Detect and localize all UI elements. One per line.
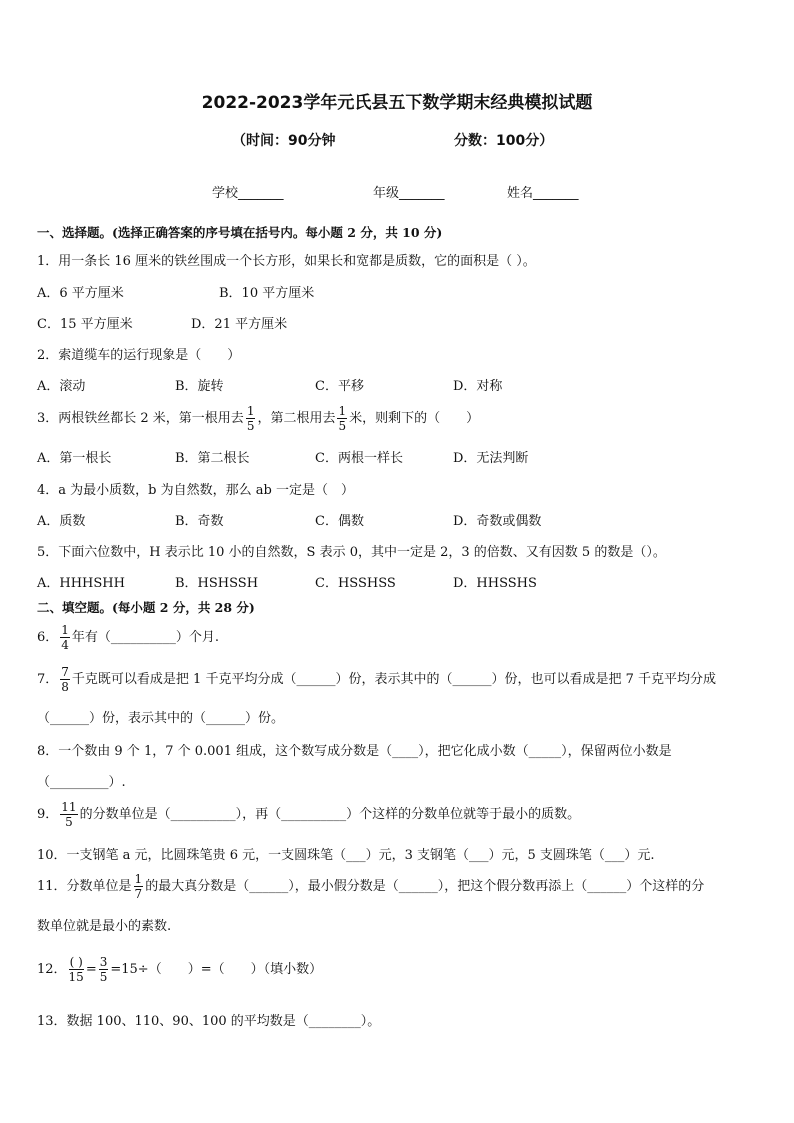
exam-time: （时间：90分钟 [232,133,336,149]
q3-text-2: ，第二根用去 [257,411,336,426]
q1-option-c: C．15 平方厘米 [37,317,133,332]
q6-fraction-numerator: 1 [61,623,69,637]
q7-line2: （______）份，表示其中的（______）份。 [37,711,285,726]
q3-fraction-1-denominator: 5 [246,419,255,433]
q12-fraction-1-denominator: 15 [68,970,84,984]
q4-option-d: D．奇数或偶数 [453,514,542,529]
q3-fraction-2 [337,405,347,432]
q3-option-a: A．第一根长 [37,451,112,466]
q3-text-1: 3．两根铁丝都长 2 米，第一根用去 [37,411,244,426]
q1-stem: 1．用一条长 16 厘米的铁丝围成一个长方形，如果长和宽都是质数，它的面积是（ ）。 [37,254,536,269]
q12-text: =15÷（ ）=（ ）（填小数） [110,962,323,977]
q3-fraction-1-numerator: 1 [246,404,255,418]
grade-field: 年级_______ [373,186,445,201]
q2-option-c: C．平移 [315,379,364,394]
q6-number: 6． [37,630,59,645]
q2-option-d: D．对称 [453,379,503,394]
q3-text-3: 米，则剩下的（ ） [349,411,480,426]
q7-number: 7． [37,672,59,687]
q6 [37,618,219,658]
q3-fraction-2-numerator: 1 [338,404,347,418]
name-field: 姓名_______ [507,186,579,201]
q3-fraction-2-denominator: 5 [338,419,347,433]
q5-option-c: C．HSSHSS [315,576,396,591]
q1-option-b: B．10 平方厘米 [219,286,315,301]
q7-fraction-numerator: 7 [61,665,69,679]
q5-option-d: D．HHSSHS [453,576,537,591]
q4-option-c: C．偶数 [315,514,364,529]
q3-fraction-1 [246,405,256,432]
q11-text-1: 11．分数单位是 [37,879,132,894]
q3-option-b: B．第二根长 [175,451,250,466]
q12 [37,950,322,990]
q7-text-1: 千克既可以看成是把 1 千克平均分成（______）份，表示其中的（______）份，也可以看成是把 7 千克平均分成 [71,672,716,687]
q8-line1: 8．一个数由 9 个 1，7 个 0.001 组成，这个数写成分数是（____），把它化成小数（_____），保留两位小数是 [37,744,672,759]
q12-number: 12． [37,962,67,977]
q9-fraction [60,801,77,828]
q12-fraction-2-denominator: 5 [99,970,108,984]
q9-fraction-denominator: 5 [65,815,73,829]
q2-option-a: A．滚动 [37,379,86,394]
q11-line2: 数单位就是最小的素数. [37,919,172,934]
q2-option-b: B．旋转 [175,379,224,394]
q4-option-a: A．质数 [37,514,86,529]
q12-fraction-2 [99,956,109,983]
q8-line2: （_________）. [37,775,126,790]
q5-option-b: B．HSHSSH [175,576,259,591]
q5-option-a: A．HHHSHH [37,576,125,591]
q9-text: 的分数单位是（__________），再（__________）个这样的分数单位就等于最小的质数。 [79,807,581,822]
q9-fraction-numerator: 11 [61,800,77,814]
q12-fraction-1-numerator: ( ) [69,955,83,969]
q12-fraction-1 [69,956,84,983]
q6-text: 年有（__________）个月. [71,630,220,645]
q13: 13．数据 100、110、90、100 的平均数是（________）。 [37,1014,381,1029]
q6-fraction [60,624,70,651]
exam-score: 分数：100分） [454,133,554,149]
q9-number: 9． [37,807,59,822]
q11-text-2: 的最大真分数是（______），最小假分数是（______），把这个假分数再添上（______）个这样的分 [145,879,705,894]
q7-fraction-denominator: 8 [61,680,69,694]
q4-stem: 4．a 为最小质数，b 为自然数，那么 ab 一定是（ ） [37,483,354,498]
q10: 10．一支钢笔 a 元，比圆珠笔贵 6 元，一支圆珠笔（___）元，3 支钢笔（___）元，5 支圆珠笔（___）元. [37,848,655,863]
q11-line1 [37,867,704,907]
q7-line1 [37,660,716,700]
q3-option-c: C．两根一样长 [315,451,403,466]
q11-fraction-denominator: 7 [134,887,143,901]
section2-title: 二、填空题。(每小题 2 分，共 28 分) [37,600,255,615]
q4-option-b: B．奇数 [175,514,224,529]
q6-fraction-denominator: 4 [61,638,69,652]
q5-stem: 5．下面六位数中，H 表示比 10 小的自然数，S 表示 0，其中一定是 2，3 的倍数、又有因数 5 的数是（）。 [37,545,666,560]
q3-stem [37,399,479,439]
school-field: 学校_______ [212,186,284,201]
q11-fraction [134,873,144,900]
q2-stem: 2．索道缆车的运行现象是（ ） [37,348,241,363]
q12-equals: = [85,962,97,977]
section1-title: 一、选择题。(选择正确答案的序号填在括号内。每小题 2 分，共 10 分) [37,225,443,240]
q1-option-a: A．6 平方厘米 [37,286,124,301]
q3-option-d: D．无法判断 [453,451,529,466]
page-title: 2022-2023学年元氏县五下数学期末经典模拟试题 [201,93,593,113]
q11-fraction-numerator: 1 [134,872,143,886]
q12-fraction-2-numerator: 3 [99,955,108,969]
q9 [37,795,580,835]
q1-option-d: D．21 平方厘米 [191,317,288,332]
q7-fraction [60,666,70,693]
